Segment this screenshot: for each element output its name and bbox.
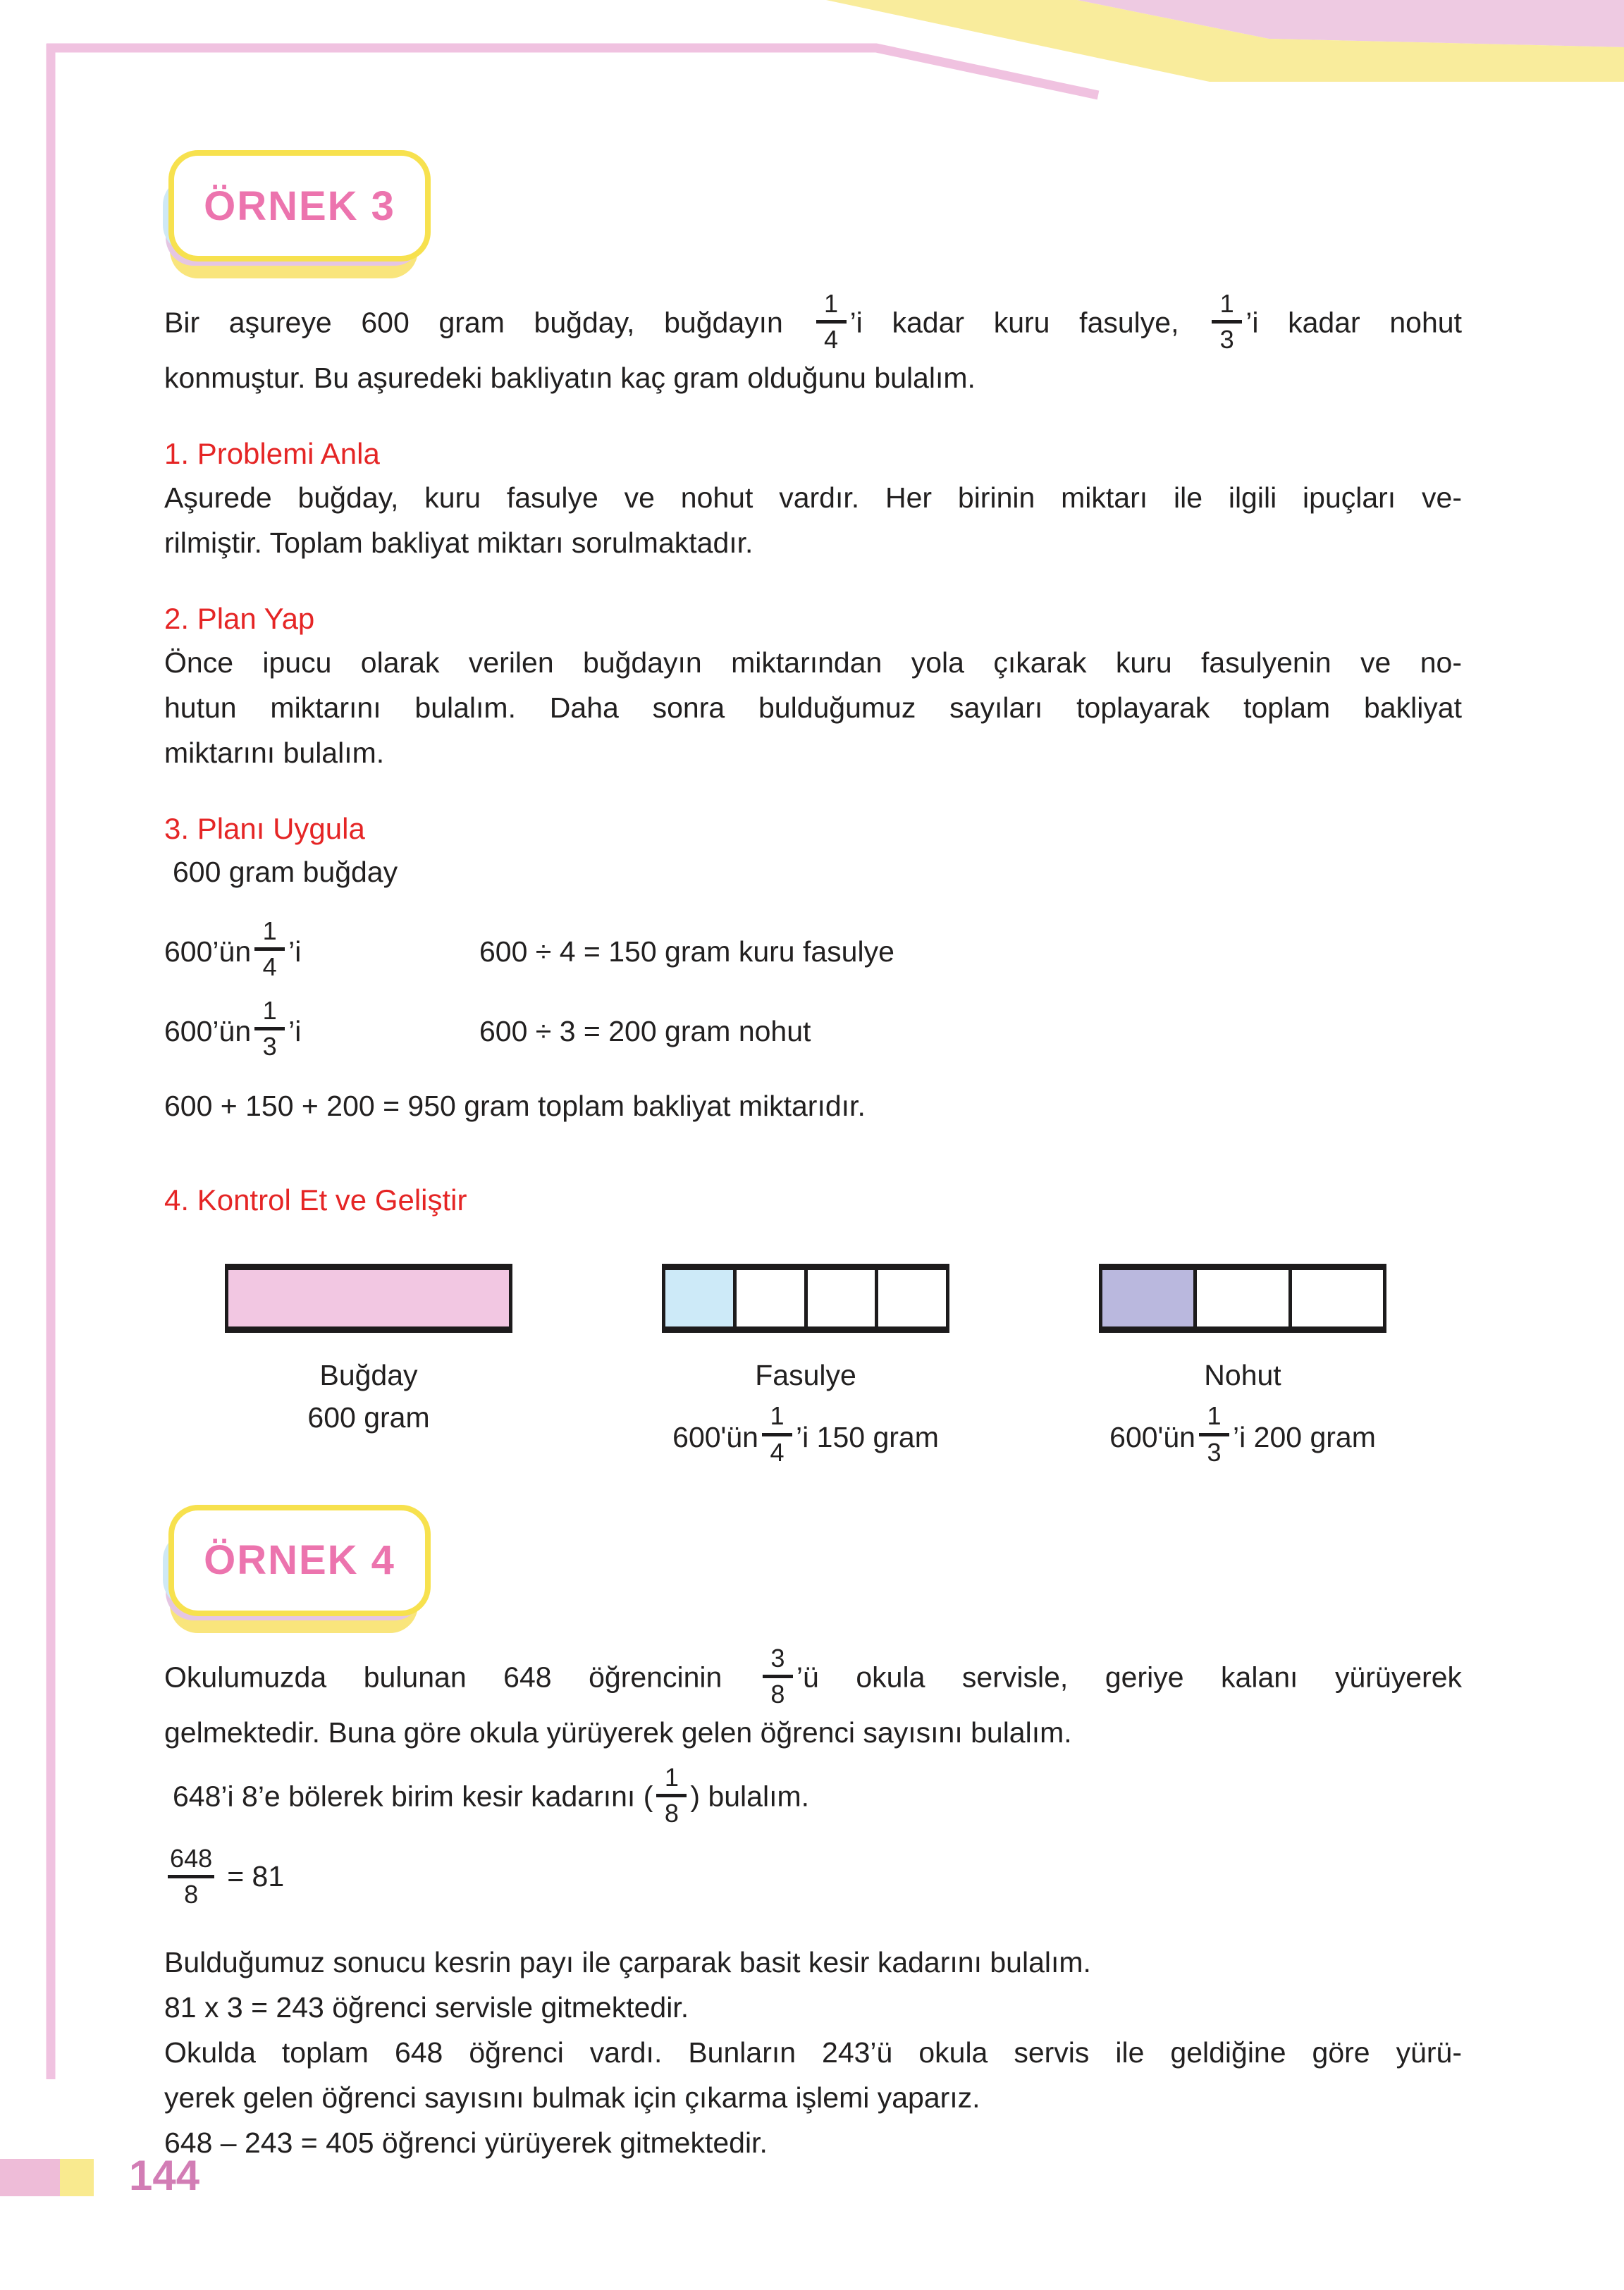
numerator: 1	[262, 996, 277, 1026]
fraction-1-3	[254, 998, 285, 1059]
step3-lead: 600 gram buğday	[173, 856, 398, 889]
nohut-label	[1109, 1354, 1376, 1467]
nohut-filled-cell	[1102, 1270, 1197, 1326]
denominator: 4	[262, 952, 277, 982]
step2-body	[164, 640, 1462, 775]
fraction-648-8	[168, 1843, 214, 1909]
calc-left	[164, 996, 479, 1062]
problem-text: Bir aşureye 600 gram buğday, buğdayın	[164, 306, 813, 339]
empty-cell	[878, 1270, 946, 1326]
frame-top-border	[47, 48, 1098, 95]
problem-line-1	[164, 289, 1462, 355]
unit-fraction-line	[164, 1762, 1462, 1829]
fraction-1-4	[762, 1403, 792, 1465]
step2-line-1: Önce ipucu olarak verilen buğdayın miktarından yola çıkarak kuru fasulyenin ve no-	[164, 646, 1462, 679]
calc-row-fasulye	[164, 916, 1462, 983]
denominator: 8	[770, 1679, 785, 1709]
step1-title: 1. Problemi Anla	[164, 437, 380, 471]
label-text: ’i 150 gram	[796, 1421, 939, 1454]
problem-line-2: konmuştur. Bu aşuredeki bakliyatın kaç gram olduğunu bulalım.	[164, 362, 976, 395]
denominator: 3	[1219, 325, 1234, 355]
numerator: 1	[770, 1401, 785, 1431]
step1-line-1: Aşurede buğday, kuru fasulye ve nohut vardır. Her birinin miktarı ile ilgili ipuçları ve-	[164, 481, 1462, 515]
label-text: 600'ün	[672, 1421, 758, 1454]
example4-badge	[163, 1505, 425, 1637]
page-content	[0, 150, 1624, 2165]
label-text: 600'ün	[1109, 1421, 1195, 1454]
step2-line-3: miktarını bulalım.	[164, 737, 385, 770]
denominator: 4	[770, 1437, 785, 1467]
step3-title: 3. Planı Uygula	[164, 812, 365, 846]
step1-line-2: rilmiştir. Toplam bakliyat miktarı sorulmaktadır.	[164, 527, 753, 560]
fraction-1-8	[656, 1762, 687, 1828]
conclusion-line-1: Bulduğumuz sonucu kesrin payı ile çarparak basit kesir kadarını bulalım.	[164, 1946, 1091, 1979]
bugday-label	[307, 1354, 429, 1439]
fasulye-name: Fasulye	[755, 1359, 856, 1392]
fraction-1-4	[816, 289, 847, 355]
nohut-bar	[1099, 1264, 1386, 1333]
conclusion-paragraph	[164, 1940, 1462, 2165]
fraction-1-3	[1199, 1403, 1229, 1465]
problem-text: ’i kadar kuru fasulye,	[849, 306, 1209, 339]
denominator: 8	[664, 1798, 679, 1828]
step2-title: 2. Plan Yap	[164, 602, 315, 636]
problem-text: ’ü okula servisle, geriye kalanı yürüyerek	[796, 1661, 1463, 1694]
example3-badge-label: ÖRNEK 3	[204, 183, 395, 229]
problem-text: ’i kadar nohut	[1245, 306, 1462, 339]
division-result: = 81	[227, 1860, 285, 1893]
unit-text: 648’i 8’e bölerek birim kesir kadarını (	[173, 1780, 653, 1813]
footer-yellow-square	[60, 2159, 94, 2196]
numerator: 1	[262, 916, 277, 946]
conclusion-line-4: yerek gelen öğrenci sayısını bulmak için çıkarma işlemi yaparız.	[164, 2081, 980, 2114]
fraction-1-4	[254, 918, 285, 980]
figure-nohut	[1099, 1264, 1386, 1467]
total-line: 600 + 150 + 200 = 950 gram toplam bakliyat miktarıdır.	[164, 1090, 866, 1123]
denominator: 8	[184, 1880, 199, 1909]
figure-fasulye	[662, 1264, 949, 1467]
empty-cell	[1197, 1270, 1291, 1326]
calc-left	[164, 916, 479, 983]
figure-bugday	[225, 1264, 512, 1467]
step1-body	[164, 475, 1462, 565]
calc-text: 600’ün	[164, 935, 252, 968]
empty-cell	[737, 1270, 808, 1326]
problem-line-2: gelmektedir. Buna göre okula yürüyerek gelen öğrenci sayısını bulalım.	[164, 1716, 1072, 1749]
calc-text: ’i	[288, 935, 302, 968]
example3-badge	[163, 150, 425, 283]
check-figures	[225, 1264, 1462, 1467]
bugday-name: Buğday	[319, 1359, 418, 1392]
label-text: ’i 200 gram	[1233, 1421, 1376, 1454]
nohut-amount	[1109, 1401, 1376, 1467]
division-calculation	[164, 1843, 1462, 1909]
calc-result-fasulye: 600 ÷ 4 = 150 gram kuru fasulye	[479, 935, 894, 968]
badge-face	[168, 150, 431, 261]
numerator: 1	[1219, 289, 1234, 318]
conclusion-line-5: 648 – 243 = 405 öğrenci yürüyerek gitmektedir.	[164, 2126, 768, 2160]
example4-problem-paragraph	[164, 1643, 1463, 1755]
example3-problem-paragraph	[164, 289, 1462, 400]
problem-text: Okulumuzda bulunan 648 öğrencinin	[164, 1661, 759, 1694]
calc-result-nohut: 600 ÷ 3 = 200 gram nohut	[479, 1015, 811, 1048]
denominator: 4	[824, 325, 839, 355]
bugday-amount: 600 gram	[307, 1401, 430, 1434]
denominator: 3	[1207, 1437, 1222, 1467]
numerator: 3	[770, 1643, 785, 1673]
step4-title: 4. Kontrol Et ve Geliştir	[164, 1183, 467, 1217]
fasulye-filled-cell	[665, 1270, 737, 1326]
numerator: 1	[1207, 1401, 1222, 1431]
calc-text: 600’ün	[164, 1015, 252, 1048]
numerator: 648	[170, 1843, 213, 1873]
unit-text: ) bulalım.	[690, 1780, 810, 1813]
conclusion-line-3: Okulda toplam 648 öğrenci vardı. Bunların 243’ü okula servis ile geldiğine göre yürü-	[164, 2036, 1462, 2069]
numerator: 1	[664, 1762, 679, 1792]
fasulye-amount	[672, 1401, 939, 1467]
empty-cell	[808, 1270, 879, 1326]
fasulye-label	[672, 1354, 939, 1467]
page-number: 144	[129, 2152, 200, 2199]
footer-pink-square	[0, 2159, 60, 2196]
fraction-1-3	[1212, 289, 1242, 355]
fraction-3-8	[763, 1643, 793, 1709]
conclusion-line-2: 81 x 3 = 243 öğrenci servisle gitmektedir.	[164, 1991, 689, 2024]
bugday-bar	[225, 1264, 512, 1333]
example4-badge-label: ÖRNEK 4	[204, 1537, 395, 1584]
nohut-name: Nohut	[1204, 1359, 1281, 1392]
fasulye-bar	[662, 1264, 949, 1333]
calc-text: ’i	[288, 1015, 302, 1048]
bugday-filled-cell	[228, 1270, 509, 1326]
problem-line-1	[164, 1643, 1463, 1710]
denominator: 3	[262, 1032, 277, 1061]
calc-row-nohut	[164, 996, 1462, 1062]
step2-line-2: hutun miktarını bulalım. Daha sonra bulduğumuz sayıları toplayarak toplam bakliyat	[164, 691, 1462, 725]
badge-face	[168, 1505, 431, 1616]
numerator: 1	[824, 289, 839, 318]
empty-cell	[1292, 1270, 1383, 1326]
